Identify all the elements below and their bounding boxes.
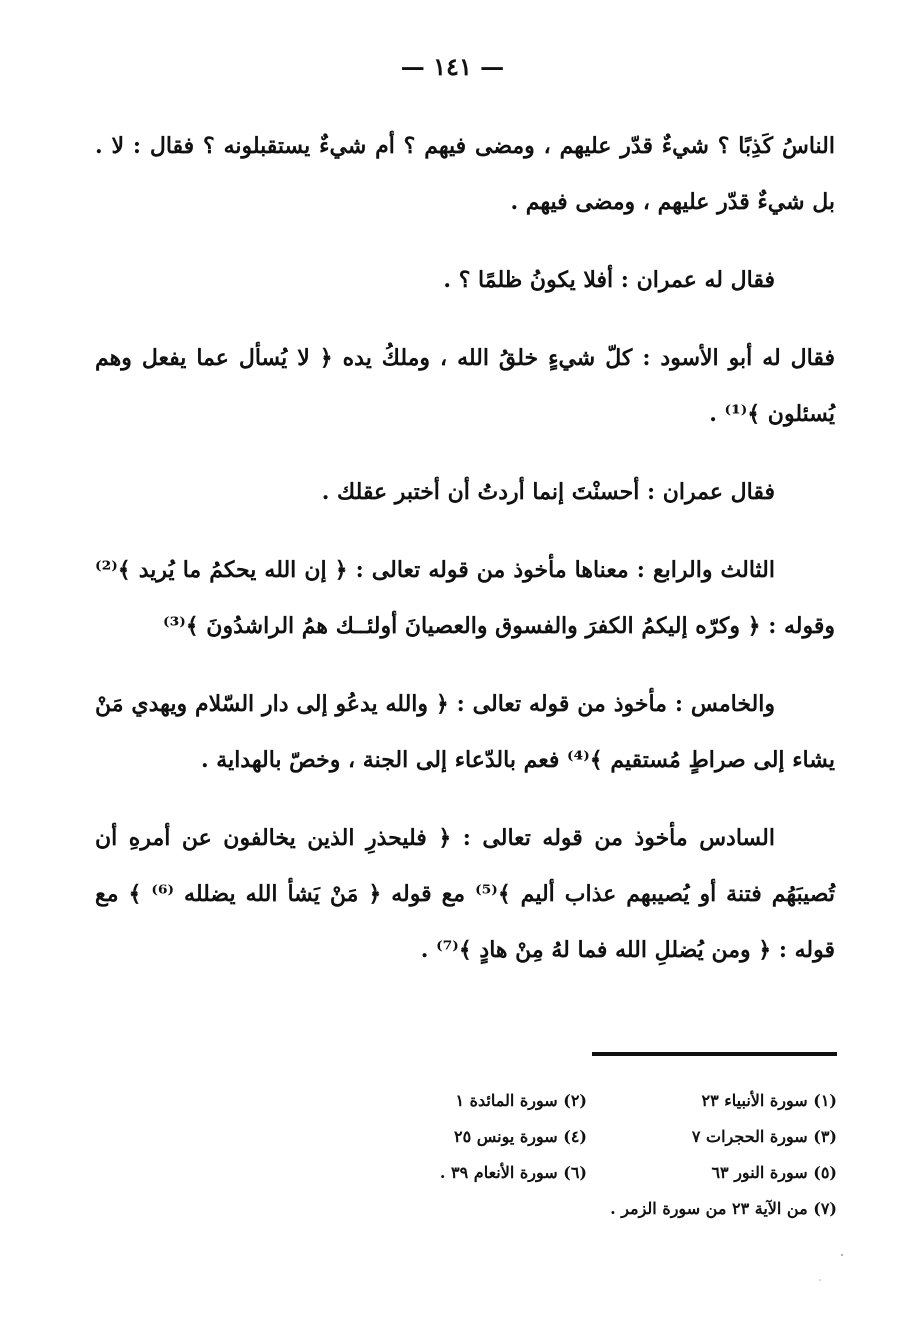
paragraph-5: الثالث والرابع : معناها مأخوذ من قوله تعالى : ﴿ إن الله يحكمُ ما يُريد ﴾⁽²⁾ وقوله : ﴿ وكرّه إليكمُ الكفرَ والفسوق والعصيانَ أولئــك همُ الراشدُونَ ﴾⁽³⁾ [95, 557, 835, 639]
footnotes [337, 1082, 837, 1226]
page-number: — ١٤١ — [400, 52, 505, 81]
paragraph-7: السادس مأخوذ من قوله تعالى : ﴿ فليحذرِ الذين يخالفون عن أمرهِ أن تُصيبَهُم فتنة أو يُصيبهم عذاب أليم ﴾⁽⁵⁾ مع قوله ﴿ مَنْ يَشأ الله يضلله ⁽⁶⁾ ﴾ مع قوله : ﴿ ومن يُضللِ الله فما لهُ مِنْ هادٍ ﴾⁽⁷⁾ . [95, 825, 835, 963]
paragraph-4: فقال عمران : أحسنْتَ إنما أردتُ أن أختبر عقلك . [321, 479, 775, 505]
footnote-3: (٣) سورة الحجرات ٧ [691, 1126, 837, 1146]
footnote-divider [592, 1052, 837, 1056]
paragraph-3: فقال له أبو الأسود : كلّ شيءٍ خلقُ الله ، وملكُ يده ﴿ لا يُسأل عما يفعل وهم يُسئلون ﴾⁽¹⁾ . [95, 345, 836, 427]
paragraph-6: والخامس : مأخوذ من قوله تعالى : ﴿ والله يدعُو إلى دار السّلام ويهدي مَنْ يشاء إلى صراطٍ مُستقيم ﴾⁽⁴⁾ فعم بالدّعاء إلى الجنة ، وخصّ بالهداية . [95, 691, 835, 773]
footnote-4: (٤) سورة يونس ٢٥ [454, 1126, 587, 1146]
footnote-row [337, 1190, 837, 1226]
scan-speck [841, 1254, 843, 1256]
footnote-row [337, 1082, 837, 1118]
footnote-2: (٢) سورة المائدة ١ [455, 1090, 587, 1110]
footnote-1: (١) سورة الأنبياء ٢٣ [701, 1090, 837, 1110]
paragraph-2: فقال له عمران : أفلا يكونُ ظلمًا ؟ . [443, 267, 775, 293]
main-text [95, 118, 835, 1000]
footnote-6: (٦) سورة الأنعام ٣٩ . [439, 1162, 587, 1182]
paragraph-1: الناسُ كَذِبًا ؟ شيءٌ قدّر عليهم ، ومضى فيهم ؟ أم شيءٌ يستقبلونه ؟ فقال : لا . بل شيءٌ قدّر عليهم ، ومضى فيهم . [95, 133, 835, 215]
footnote-row [337, 1118, 837, 1154]
footnote-7: (٧) من الآية ٢٣ من سورة الزمر . [610, 1198, 837, 1218]
footnote-5: (٥) سورة النور ٦٣ [711, 1162, 837, 1182]
footnote-row [337, 1154, 837, 1190]
scan-speck [819, 1279, 821, 1281]
